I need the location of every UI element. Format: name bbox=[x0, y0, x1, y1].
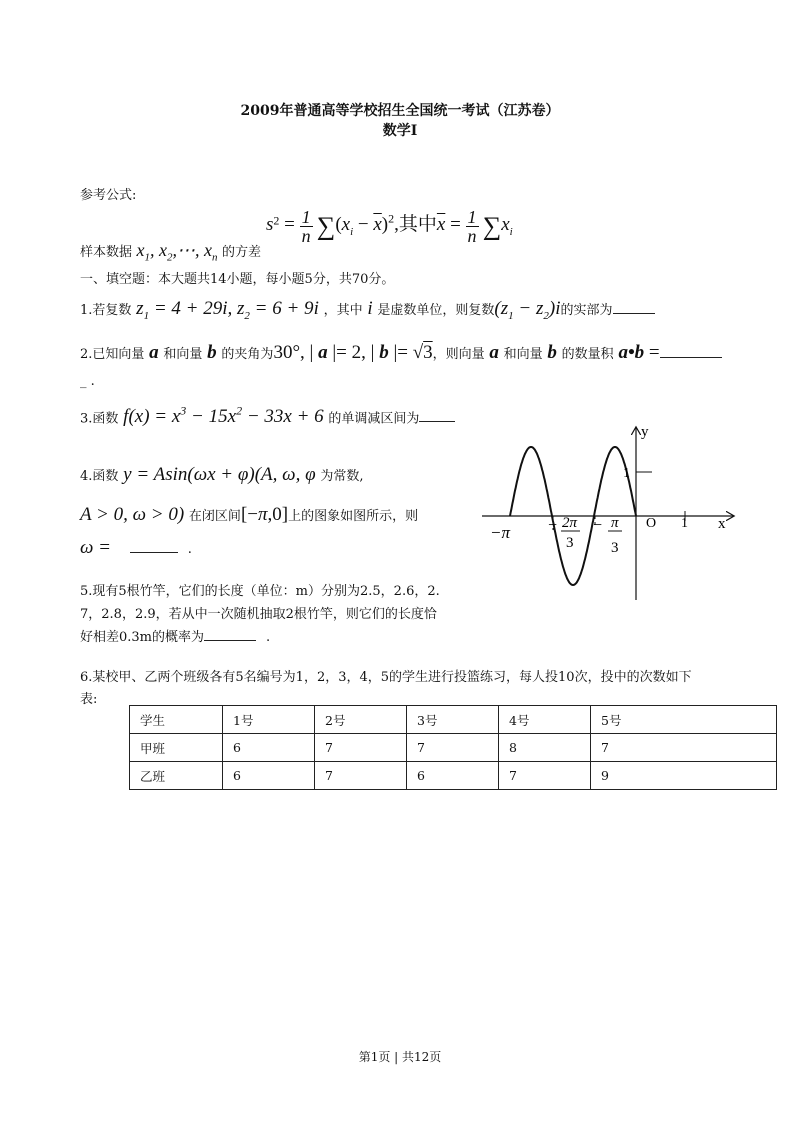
table-cell: 甲班 bbox=[130, 734, 223, 762]
q2-angle: 30° bbox=[273, 342, 301, 363]
q1-math-z: $z_1 = 4 + 29i$, $z_2 = 6 + 9i$ bbox=[131, 298, 324, 322]
q3-function: $f(x) = x^3 - 15x^2 - 33x + 6$ bbox=[118, 404, 329, 428]
formula-mid-text: ,其中 bbox=[394, 214, 437, 235]
scores-table bbox=[129, 705, 777, 790]
q2-angle-text: 的夹角为 bbox=[221, 347, 274, 362]
table-cell: 7 bbox=[407, 734, 499, 762]
table-cell: 9 bbox=[591, 762, 777, 790]
q5-line2: 7，2.8，2.9，若从中一次随机抽取2根竹竿，则它们的长度恰 bbox=[80, 607, 437, 622]
table-cell: 6 bbox=[407, 762, 499, 790]
exam-title: 2009年普通高等学校招生全国统一考试（江苏卷） bbox=[240, 103, 560, 119]
q1-answer-blank[interactable] bbox=[613, 301, 655, 314]
q2-magnitudes: , | a |= 2, | b |= √3 bbox=[300, 342, 433, 363]
q4-text-c: 上的图象如图所示，则 bbox=[288, 509, 419, 524]
neg-pi-label: −π bbox=[490, 523, 510, 542]
section-heading: 一、填空题：本大题共14小题，每小题5分，共70分。 bbox=[80, 272, 395, 287]
q4-function: y = Asin(ωx + φ)(A, ω, φ bbox=[118, 464, 321, 485]
table-cell: 8 bbox=[499, 734, 591, 762]
q2-tail: _ . bbox=[80, 374, 95, 389]
q4-number: 4.函数 bbox=[80, 469, 119, 484]
neg-sign-2pi: − bbox=[548, 517, 558, 534]
q4-text-a: 为常数, bbox=[320, 469, 364, 484]
q4-conditions: A > 0, ω > 0) bbox=[80, 504, 189, 525]
q4-interval: [−π,0] bbox=[240, 504, 289, 525]
q1-text-b: 是虚数单位，则复数 bbox=[377, 303, 495, 318]
variance-suffix-text: 的方差 bbox=[222, 245, 262, 260]
sample-data-math: $x_1$, $x_2,\cdots$, $x_n$ bbox=[132, 240, 218, 264]
pi-numerator: π bbox=[611, 515, 619, 531]
q5-answer-blank[interactable] bbox=[204, 628, 256, 641]
variance-prefix-text: 样本数据 bbox=[80, 245, 133, 260]
table-header-cell: 5号 bbox=[591, 706, 777, 734]
origin-label: O bbox=[646, 516, 657, 531]
table-cell: 6 bbox=[223, 762, 315, 790]
table-cell: 7 bbox=[591, 734, 777, 762]
q1-math-expr: $(z_1 - z_2)i$ bbox=[494, 298, 561, 322]
question-1 bbox=[80, 298, 655, 322]
q3-number: 3.函数 bbox=[80, 411, 119, 427]
question-2: 2.已知向量 a 和向量 b 的夹角为30°, | a |= 2, | b |= √3，则向量 a 和向量 b 的数量积 a•b = bbox=[80, 342, 722, 364]
question-4-line3 bbox=[80, 537, 192, 559]
variance-prefix bbox=[80, 240, 261, 264]
q2-answer-blank[interactable] bbox=[660, 345, 722, 358]
q3-text-a: 的单调减区间为 bbox=[328, 411, 420, 427]
table-header-cell: 2号 bbox=[315, 706, 407, 734]
q1-number: 1.若复数 bbox=[80, 303, 132, 318]
question-4-line2 bbox=[80, 504, 418, 526]
variance-formula: $s^2$ = $\frac{1}{n}$ $\sum(x_i - \overline{x})^2$,其中$\overline{x}$ = $\frac{1}{n}$ $\sum x_i$ bbox=[266, 207, 513, 246]
page-footer: 第1页 | 共12页 bbox=[358, 1050, 442, 1064]
x-axis-label: x bbox=[718, 516, 726, 532]
q3-answer-blank[interactable] bbox=[419, 409, 455, 422]
q6-line1: 6.某校甲、乙两个班级各有5名编号为1，2，3，4，5的学生进行投篮练习，每人投10次，投中的次数如下 bbox=[80, 670, 692, 685]
q6-line2: 表: bbox=[80, 692, 98, 707]
table-cell: 7 bbox=[315, 734, 407, 762]
question-3 bbox=[80, 404, 455, 428]
table-cell: 乙班 bbox=[130, 762, 223, 790]
q2-vec-a: a bbox=[144, 342, 164, 363]
table-row bbox=[130, 734, 777, 762]
q2-vec-b: b bbox=[202, 342, 222, 363]
q4-text-d: . bbox=[187, 542, 192, 557]
q2-vec-b2: b bbox=[542, 342, 562, 363]
x-one-label: 1 bbox=[681, 516, 688, 531]
pi-denominator: 3 bbox=[611, 540, 619, 556]
q1-text-a: ，其中 bbox=[323, 303, 363, 318]
q2-and: 和向量 bbox=[163, 347, 203, 362]
table-header-cell: 4号 bbox=[499, 706, 591, 734]
q1-math-i: i bbox=[362, 298, 378, 319]
table-header-cell: 1号 bbox=[223, 706, 315, 734]
sine-graph bbox=[478, 420, 742, 610]
table-cell: 7 bbox=[315, 762, 407, 790]
table-cell: 6 bbox=[223, 734, 315, 762]
table-header-cell: 3号 bbox=[407, 706, 499, 734]
y-one-label: 1 bbox=[623, 466, 630, 481]
two-pi-numerator: 2π bbox=[562, 515, 578, 531]
q2-text-c: 的数量积 bbox=[561, 347, 614, 362]
q2-dot-product: a•b bbox=[613, 342, 649, 363]
table-cell: 7 bbox=[499, 762, 591, 790]
formula-label: 参考公式: bbox=[80, 188, 137, 203]
q5-line3-text: 好相差0.3m的概率为 bbox=[80, 630, 205, 645]
q2-vec-a2: a bbox=[484, 342, 504, 363]
neg-sign-pi: − bbox=[593, 517, 603, 534]
q1-text-c: 的实部为 bbox=[560, 303, 613, 318]
q4-omega: ω = bbox=[80, 537, 116, 558]
q5-line1: 5.现有5根竹竿，它们的长度（单位：m）分别为2.5，2.6，2. bbox=[80, 584, 440, 599]
table-header-row bbox=[130, 706, 777, 734]
q5-tail: . bbox=[266, 630, 271, 645]
two-pi-denominator: 3 bbox=[566, 535, 574, 551]
q2-text-b: ，则向量 bbox=[432, 347, 485, 362]
exam-subtitle: 数学I bbox=[382, 123, 418, 139]
q2-number: 2.已知向量 bbox=[80, 347, 145, 362]
q2-and2: 和向量 bbox=[503, 347, 543, 362]
y-axis-label: y bbox=[641, 424, 649, 440]
table-header-cell: 学生 bbox=[130, 706, 223, 734]
q5-line3 bbox=[80, 626, 270, 645]
q4-text-b: 在闭区间 bbox=[188, 509, 241, 524]
table-row bbox=[130, 762, 777, 790]
question-4-line1 bbox=[80, 464, 363, 486]
q4-answer-blank[interactable] bbox=[130, 540, 178, 553]
